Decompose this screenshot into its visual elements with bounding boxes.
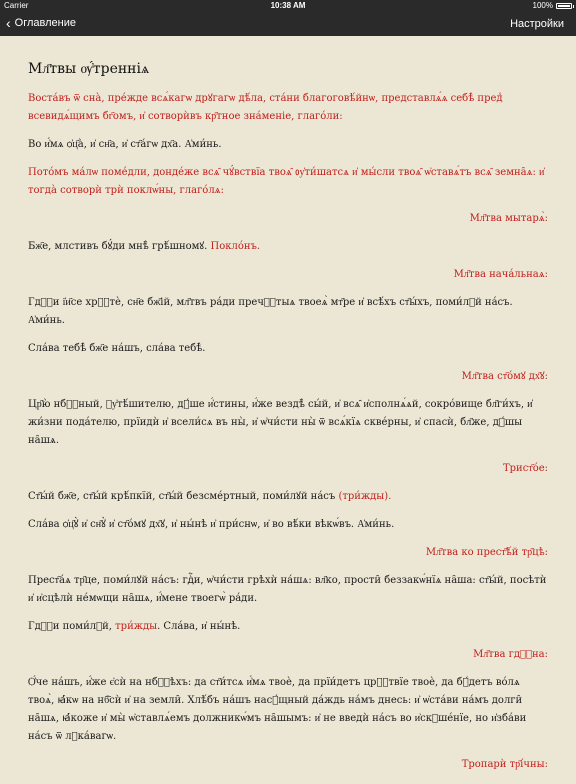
paragraph-3: Гдⷭ҇и і҆и҃се хрⷭ҇тѐ, сн҃е бж҃ій, мл҃твъ ра́ди пречⷭ҇тыѧ твоеѧ̀ мт҃ре и҆ всѣ́хъ ст҃ы́хъ, поми́лꙋй на́съ. А҆ми́нь.: [28, 297, 513, 326]
paragraph-9-text-end: . Сла́ва, и҆ ны́нѣ.: [157, 621, 241, 632]
heading-trisagion: Трист҃о́е:: [502, 463, 548, 474]
heading-trinity-troparia: Тропарѝ тр҃ı́чны:: [461, 759, 548, 770]
paragraph-9-rubric: три́жды: [115, 621, 158, 632]
heading-lords-prayer: Мл҃тва гдⷭ҇на:: [473, 649, 548, 660]
chevron-left-icon: ‹: [6, 15, 11, 31]
heading-holy-spirit-prayer: Мл҃тва ст҃о́мꙋ дх҃ꙋ:: [461, 371, 548, 382]
back-button-label: Оглавление: [14, 17, 76, 29]
paragraph-6: [28, 488, 548, 506]
status-bar: [0, 0, 576, 12]
paragraph-8: Прест҃а́ѧ тр҃це, поми́лꙋй на́съ: гдⷭ҇и, ѡ҆чи́сти грѣхѝ на́шѧ: вл҃ко, прости̑ беззакѡ́нїѧ на̑ша: ст҃ы́й, посѣтѝ и҆ и҆сцѣлѝ не́мѡщи на̑шѧ, и҆́мене твоегѡ̀ ра́ди.: [28, 575, 547, 604]
heading-publican-prayer: Мл҃тва мытарѧ̀:: [469, 213, 548, 224]
paragraph-2: [28, 238, 548, 256]
heading-initial-prayer: Мл҃тва нача́льнаѧ:: [453, 269, 548, 280]
settings-button[interactable]: Настройки: [510, 18, 564, 30]
status-time: 10:38 AM: [270, 1, 306, 10]
page-title: Мл҃твы ѹ҆́тренніѧ: [28, 61, 150, 77]
navigation-bar: [0, 12, 576, 36]
paragraph-6-rubric: (три́жды).: [338, 491, 392, 502]
paragraph-1: Во и҆́мѧ ѻ҆ц҃а̀, и҆ сн҃а, и҆ ст҃а́гѡ дх҃а. А҆ми́нь.: [28, 139, 222, 150]
battery-percent: 100%: [532, 1, 553, 10]
rubric-1: Потóмъ мáлѡ помéдли, донде́же всѧ̑ чꙋ́вствїа твоѧ̑ ᲂу҆ти́шатсѧ и҆ мы́сли твоѧ̑ ѡ҆ставѧ́тъ всѧ̑ земна̑ѧ: и҆ тогда̀ сотворѝ трѝ поклѡ́ны, глаго́лѧ:: [28, 167, 545, 196]
status-right: [533, 1, 572, 10]
paragraph-7: Сла́ва ѻ҆ц҃ꙋ̀ и҆ сн҃ꙋ̀ и҆ ст҃о́мꙋ дх҃ꙋ, и҆ ны́нѣ и҆ при́снѡ, и҆ во вѣ́ки вѣкѡ́въ. А҆ми́нь.: [28, 519, 395, 530]
paragraph-4: Сла́ва тебѣ̀ бж҃е на́шъ, сла́ва тебѣ̀.: [28, 343, 206, 354]
paragraph-9: [28, 618, 548, 636]
paragraph-5: Цр҃ю̀ нбⷭ҇ный, ᲂу҆тѣ́шителю, дꙋ́ше и҆́стины, и҆́же вездѣ̀ сы́й, и҆ всѧ̑ и҆сполнѧ́ѧй, сокро́вище бл҃ги́хъ, и҆ жи́зни пода́телю, прїидѝ и҆ всели́сѧ въ ны̀, и҆ ѡ҆чи́сти ны̀ ѿ всѧ́кїѧ скве́рны, и҆ спасѝ, бл҃же, дꙋ́шы на̑шѧ.: [28, 399, 533, 446]
paragraph-10: Ѻ҆́че на́шъ, и҆́же є҆сѝ на нбⷭ҇ѣхъ: да ст҃и́тсѧ и҆́мѧ твоѐ, да прїи́детъ црⷭ҇твїе твоѐ, да бꙋ́детъ во́лѧ твоѧ̀, ꙗ҆́кѡ на нб҃сѝ и҆ на земли̑. Хлѣ́бъ на́шъ насꙋ́щный да́ждь на́мъ днесь: и҆ ѡ҆ста́ви на́мъ долги̑ на̑шѧ, ꙗ҆́коже и҆ мы̀ ѡ҆ставлѧ́емъ должникѡ́мъ на̑шымъ: и҆ не введѝ на́съ во и҆скꙋше́нїе, но и҆зба́ви на́съ ѿ лꙋка́вагѡ.: [28, 677, 527, 742]
paragraph-2-rubric: Покло́нъ.: [210, 241, 261, 252]
paragraph-6-text: Ст҃ы́й бж҃е, ст҃ы́й крѣ́пкїй, ст҃ы́й безсме́ртный, поми́лꙋй на́съ: [28, 491, 339, 502]
back-button[interactable]: [6, 17, 76, 29]
carrier-label: Carrier: [4, 1, 29, 10]
paragraph-9-text: Гдⷭ҇и поми́лꙋй,: [28, 621, 116, 632]
heading-trinity-prayer: Мл҃тва ко прест҃ѣ́й тр҃цѣ:: [425, 547, 548, 558]
paragraph-2-text: Бж҃е, млcтивъ бꙋ́ди мнѣ̀ грѣ́шномꙋ.: [28, 241, 211, 252]
battery-icon: [556, 3, 572, 9]
prayer-text: [28, 56, 548, 784]
intro-rubric: Востáвъ ѿ снà, прéжде всѧ́кагѡ дрꙋгагѡ дѣ́ла, стáни благоговѣ́йнѡ, представлѧ́ѧ себѣ̀ пред̾ всевидѧ́щимъ бг҃омъ, и҆ сотворѝвъ кр҃тное зна́меніе, глаго́ли:: [28, 93, 503, 122]
